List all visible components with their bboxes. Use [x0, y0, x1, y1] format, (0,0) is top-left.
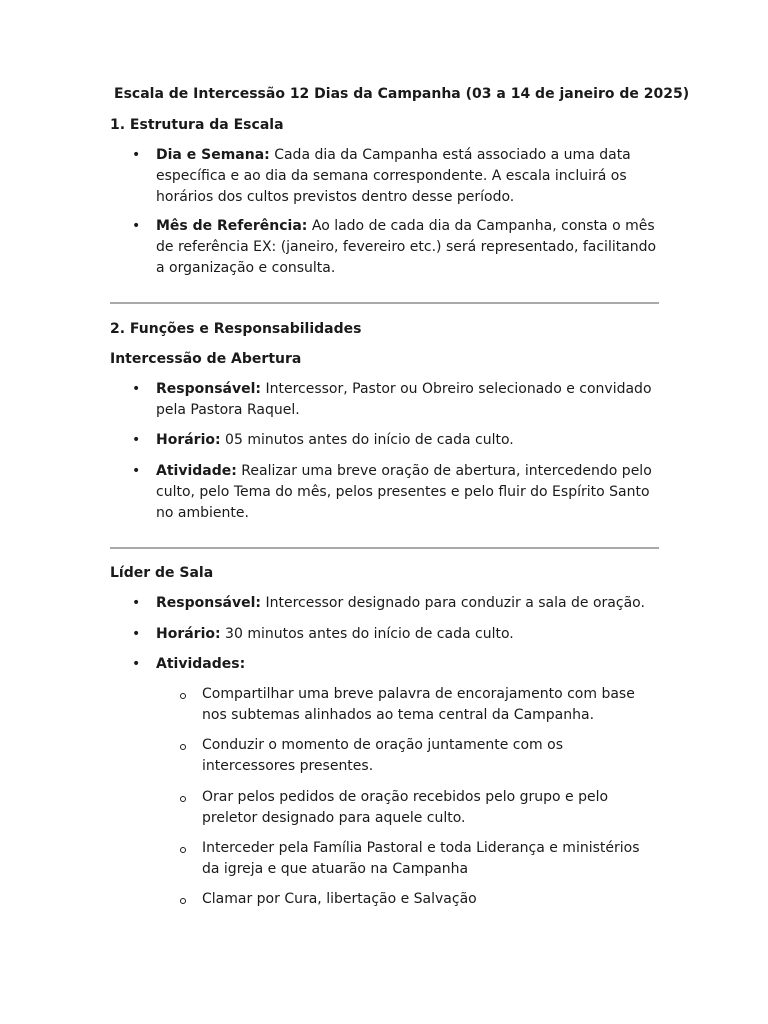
sub-list-item: Compartilhar uma breve palavra de encorajamento com base nos subtemas alinhados ao tema central da Campanha. [202, 684, 650, 726]
item-text: Intercessor, Pastor ou Obreiro selecionado e convidado pela Pastora Raquel. [156, 381, 652, 418]
sub-list-item: Interceder pela Família Pastoral e toda Liderança e ministérios da igreja e que atuarão na Campanha [202, 838, 650, 880]
sub-list-item: Clamar por Cura, libertação e Salvação [202, 889, 650, 910]
item-label: Responsável: [156, 595, 262, 611]
item-text: Cada dia da Campanha está associado a uma data específica e ao dia da semana correspondente. A escala incluirá os horários dos cultos previstos dentro desse período. [156, 147, 631, 205]
item-label: Atividades: [156, 656, 246, 672]
item-text: Realizar uma breve oração de abertura, intercedendo pelo culto, pelo Tema do mês, pelos presentes e pelo fluir do Espírito Santo no ambiente. [156, 463, 652, 521]
item-label: Mês de Referência: [156, 218, 308, 234]
item-text: Intercessor designado para conduzir a sala de oração. [261, 595, 645, 611]
item-label: Atividade: [156, 463, 237, 479]
item-text: Ao lado de cada dia da Campanha, consta o mês de referência EX: (janeiro, fevereiro etc.) será representado, facilitando a organização e consulta. [156, 218, 657, 276]
sub-list-item: Conduzir o momento de oração juntamente com os intercessores presentes. [202, 735, 650, 777]
item-label: Horário: [156, 626, 221, 642]
document-title: Escala de Intercessão 12 Dias da Campanha (03 a 14 de janeiro de 2025) [114, 86, 690, 102]
item-label: Dia e Semana: [156, 147, 270, 163]
list-item [156, 624, 662, 645]
divider [110, 302, 659, 304]
list-item [156, 593, 662, 614]
divider [110, 547, 659, 549]
list-item [156, 430, 662, 451]
section-heading-lider-sala: Líder de Sala [110, 565, 214, 581]
list-item [156, 216, 662, 279]
section-heading-funcoes: 2. Funções e Responsabilidades [110, 321, 362, 337]
item-text: 30 minutos antes do início de cada culto. [220, 626, 514, 642]
subheading-intercessao-abertura: Intercessão de Abertura [110, 351, 302, 367]
list-item [156, 461, 662, 524]
item-label: Responsável: [156, 381, 262, 397]
list-item [156, 145, 662, 208]
sub-list-item: Orar pelos pedidos de oração recebidos pelo grupo e pelo preletor designado para aquele culto. [202, 787, 650, 829]
list-item [156, 654, 662, 675]
item-label: Horário: [156, 432, 221, 448]
item-text: 05 minutos antes do início de cada culto. [220, 432, 514, 448]
list-item [156, 379, 662, 421]
section-heading-estrutura: 1. Estrutura da Escala [110, 117, 284, 133]
